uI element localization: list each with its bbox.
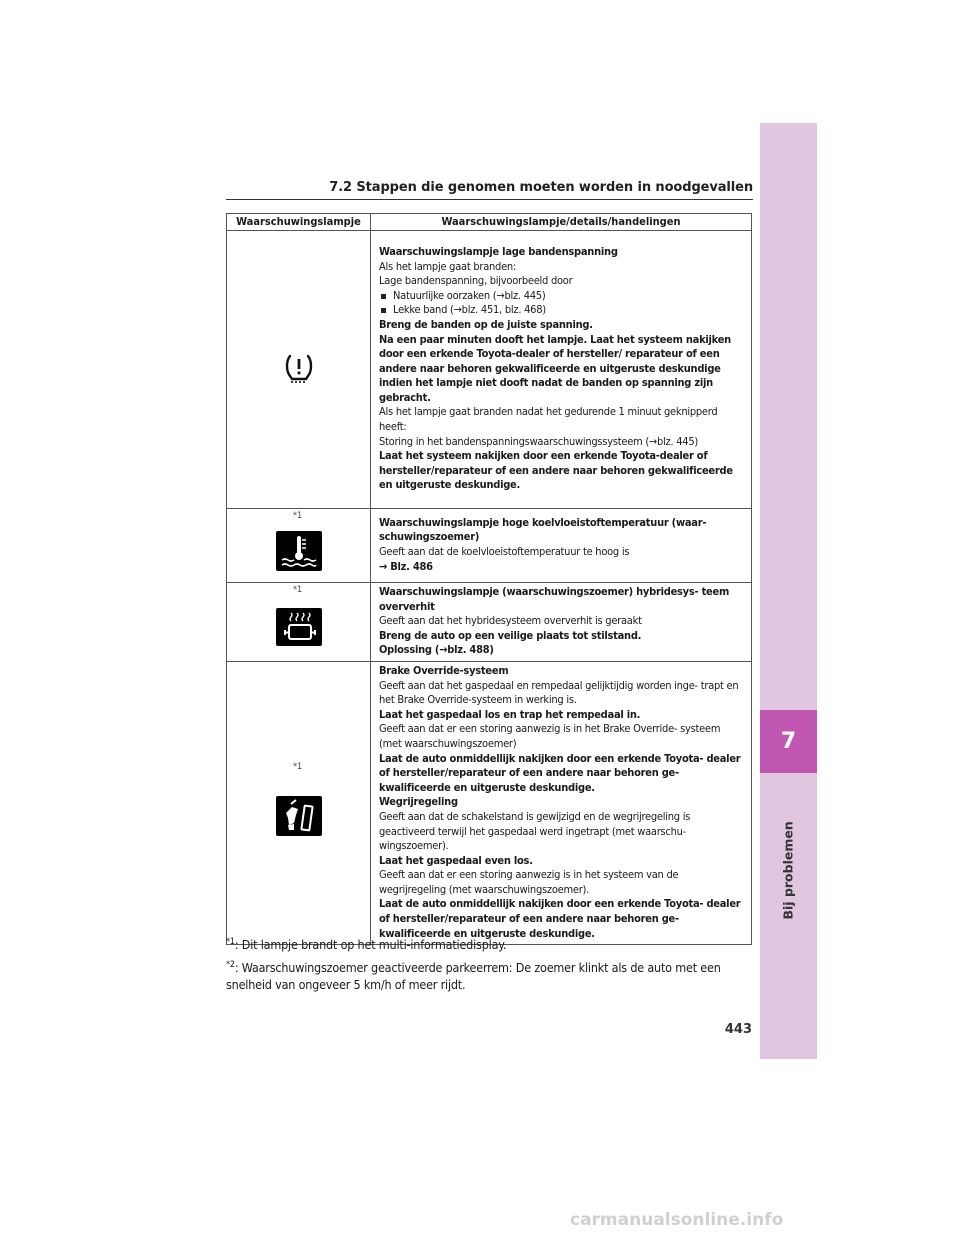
footnote-mark: *2: [226, 960, 235, 970]
table-row: [227, 231, 752, 509]
table-row-icon-cell: [227, 583, 371, 662]
footnote: [226, 934, 752, 953]
table-row-text-cell: [371, 661, 752, 944]
row-text: Breng de banden op de juiste spanning.: [379, 317, 593, 331]
row-text: Geeft aan dat het gaspedaal en rempedaal gelijktijdig worden inge- trapt en het Brake Override-systeem in werking is.: [379, 678, 739, 707]
row-text: Oplossing (→blz. 488): [379, 643, 494, 657]
tire-pressure-warning-icon: [283, 369, 315, 388]
row-text: Laat het gaspedaal even los.: [379, 853, 533, 867]
row-text: Waarschuwingslampje (waarschuwingszoemer) hybridesys- teem oververhit: [379, 585, 730, 613]
row-text: Waarschuwingslampje lage bandenspanning: [379, 244, 618, 258]
table-row-text-cell: [371, 583, 752, 662]
row-text: Geeft aan dat de koelvloeistoftemperatuur te hoog is: [379, 545, 630, 558]
watermark: carmanualsonline.info: [570, 1210, 784, 1230]
warning-light-table: [226, 213, 752, 945]
row-text: Waarschuwingslampje hoge koelvloeistoftemperatuur (waar- schuwingszoemer): [379, 515, 707, 544]
row-text: Geeft aan dat er een storing aanwezig is in het Brake Override- systeem (met waarschuwingszoemer): [379, 722, 721, 750]
row-bullet: Lekke band (→blz. 451, blz. 468): [379, 303, 743, 318]
footnote-text: : Dit lampje brandt op het multi-informatiedisplay.: [234, 937, 507, 953]
table-row-icon-cell: [227, 231, 371, 509]
row-text: Wegrijregeling: [379, 795, 458, 809]
row-text: Laat de auto onmiddellijk nakijken door een erkende Toyota- dealer of hersteller/reparateur of een andere naar behoren ge- kwalificeerde en uitgeruste deskundige.: [379, 751, 741, 794]
row-text: Na een paar minuten dooft het lampje. Laat het systeem nakijken door een erkende Toyota-dealer of hersteller/ reparateur of een andere naar behoren gekwalificeerde en uitgeruste deskundige indien het lampje niet dooft nadat de banden op spanning zijn gebracht.: [379, 332, 731, 404]
chapter-side-tab: [760, 123, 817, 1059]
col-header-details: Waarschuwingslampje/details/handelingen: [371, 214, 752, 231]
row-text: Laat het gaspedaal los en trap het rempedaal in.: [379, 707, 641, 721]
row-text: Lage bandenspanning, bijvoorbeeld door: [379, 274, 573, 288]
footnote-mark: *1: [293, 585, 303, 595]
row-text: Als het lampje gaat branden nadat het gedurende 1 minuut geknipperd heeft:: [379, 405, 718, 434]
table-header-row: [227, 214, 752, 231]
row-text: Breng de auto op een veilige plaats tot stilstand.: [379, 628, 642, 642]
row-bullet: Natuurlijke oorzaken (→blz. 445): [379, 289, 743, 304]
row-text: Storing in het bandenspanningswaarschuwingssysteem (→blz. 445): [379, 434, 698, 448]
col-header-light: Waarschuwingslampje: [227, 214, 371, 231]
table-row: [227, 661, 752, 944]
footnote-mark: *1: [293, 511, 303, 521]
row-text: Brake Override-systeem: [379, 663, 509, 677]
page-number: 443: [724, 1022, 752, 1037]
row-text: Laat het systeem nakijken door een erkende Toyota-dealer of hersteller/reparateur of een andere naar behoren gekwalificeerde en uitgeruste deskundige.: [379, 449, 733, 492]
hybrid-system-overheat-icon: [276, 608, 322, 650]
table-row: [227, 583, 752, 662]
chapter-title: Bij problemen: [780, 821, 796, 920]
coolant-temperature-icon: [276, 531, 322, 575]
section-header: 7.2 Stappen die genomen moeten worden in noodgevallen: [226, 179, 753, 200]
footnote-mark: *1: [293, 761, 303, 772]
row-text: Geeft aan dat de schakelstand is gewijzigd en de wegrijregeling is geactiveerd terwijl het gaspedaal werd ingetrapt (met waarschu- wingszoemer).: [379, 809, 691, 853]
table-row-icon-cell: [227, 661, 371, 944]
footnote-text: : Waarschuwingszoemer geactiveerde parkeerrem: De zoemer klinkt als de auto met een snelheid van ongeveer 5 km/h of meer rijdt.: [226, 960, 721, 993]
row-text: Als het lampje gaat branden:: [379, 259, 517, 273]
table-row: [227, 509, 752, 583]
table-row-text-cell: [371, 231, 752, 509]
footnote: [226, 957, 752, 993]
row-text: Geeft aan dat het hybridesysteem oververhit is geraakt: [379, 614, 642, 628]
chapter-number: 7: [760, 710, 817, 773]
row-text: Geeft aan dat er een storing aanwezig is in het systeem van de wegrijregeling (met waarschuwingszoemer).: [379, 868, 679, 896]
row-text: → Blz. 486: [379, 559, 433, 573]
table-row-icon-cell: [227, 509, 371, 583]
row-text: Laat de auto onmiddellijk nakijken door een erkende Toyota- dealer of hersteller/reparateur of een andere naar behoren ge- kwalificeerde en uitgeruste deskundige.: [379, 897, 741, 940]
brake-override-icon: [276, 796, 322, 840]
table-row-text-cell: [371, 509, 752, 583]
footnote-mark: *1: [226, 937, 235, 947]
